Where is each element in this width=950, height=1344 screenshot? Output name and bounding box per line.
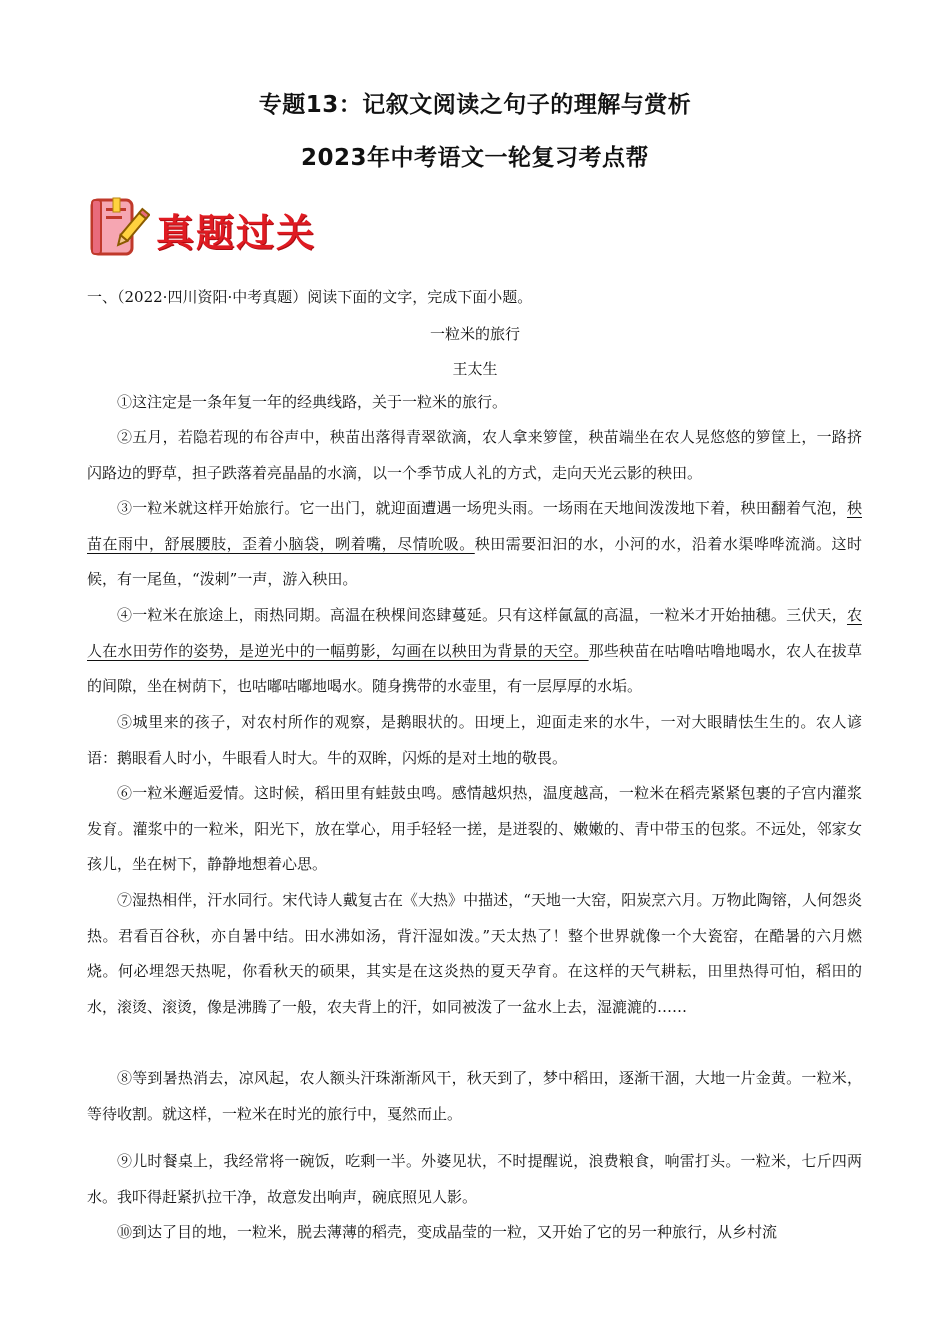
paragraph-5: ⑤城里来的孩子，对农村所作的观察，是鹅眼状的。田埂上，迎面走来的水牛，一对大眼睛怯生生的。农人谚语：鹅眼看人时小，牛眼看人时大。牛的双眸，闪烁的是对土地的敬畏。	[87, 713, 862, 767]
paragraph-8: ⑧等到暑热消去，凉风起，农人额头汗珠渐渐风干，秋天到了，梦中稻田，逐渐干涸，大地一片金黄。一粒米，等待收割。就这样，一粒米在时光的旅行中，戛然而止。	[87, 1069, 862, 1123]
question-heading: 一、（2022·四川资阳·中考真题）阅读下面的文字，完成下面小题。	[87, 288, 533, 306]
paragraph-7: ⑦湿热相伴，汗水同行。宋代诗人戴复古在《大热》中描述，“天地一大窑，阳炭烹六月。万物此陶镕，人何怨炎热。君看百谷秋，亦自暑中结。田水沸如汤，背汗湿如泼。”天太热了！整个世界就像一个大瓷窑，在酷暑的六月燃烧。何必埋怨天热呢，你看秋天的硕果，其实是在这炎热的夏天孕育。在这样的天气耕耘，田里热得可怕，稻田的水，滚烫、滚烫，像是沸腾了一般，农夫背上的汗，如同被泼了一盆水上去，湿漉漉的……	[87, 891, 862, 1016]
banner-label: 真题过关	[156, 210, 317, 255]
paragraph-3-text-b: 秧田需要汩汩的水，小河的水，沿着水渠哗哗流淌。这时候，有一尾鱼，“泼刺”一声，游入秧田。	[87, 534, 862, 589]
article-author: 王太生	[452, 360, 498, 378]
paragraph-10: ⑩到达了目的地，一粒米，脱去薄薄的稻壳，变成晶莹的一粒，又开始了它的另一种旅行，从乡村流	[117, 1223, 778, 1241]
article-title: 一粒米的旅行	[429, 325, 520, 343]
document-subtitle: 2023年中考语文一轮复习考点帮	[300, 145, 649, 171]
paragraph-2: ②五月，若隐若现的布谷声中，秧苗出落得青翠欲滴，农人拿来箩筐，秧苗端坐在农人晃悠悠的箩筐上，一路挤闪路边的野草，担子跌落着亮晶晶的水滴，以一个季节成人礼的方式，走向天光云影的秧田。	[87, 428, 862, 482]
paragraph-3-text-a: ③一粒米就这样开始旅行。它一出门，就迎面遭遇一场兜头雨。一场雨在天地间泼泼地下着，秧田翻着气泡，	[117, 499, 847, 517]
paragraph-1: ①这注定是一条年复一年的经典线路，关于一粒米的旅行。	[117, 393, 508, 411]
paragraph-4	[87, 598, 862, 705]
underlined-sentence-1: 秧苗在雨中，舒展腰肢，歪着小脑袋，咧着嘴，尽情吮吸。	[87, 499, 862, 553]
paragraph-3	[87, 491, 862, 598]
paragraph-6: ⑥一粒米邂逅爱情。这时候，稻田里有蛙鼓虫鸣。感情越炽热，温度越高，一粒米在稻壳紧紧包裹的子宫内灌浆发育。灌浆中的一粒米，阳光下，放在掌心，用手轻轻一搓，是迸裂的、嫩嫩的、青中带玉的包浆。不远处，邻家女孩儿，坐在树下，静静地想着心思。	[87, 784, 862, 874]
paragraph-9: ⑨儿时餐桌上，我经常将一碗饭，吃剩一半。外婆见状，不时提醒说，浪费粮食，响雷打头。一粒米，七斤四两水。我吓得赶紧扒拉干净，故意发出响声，碗底照见人影。	[87, 1152, 862, 1206]
paragraph-4-text-a: ④一粒米在旅途上，雨热同期。高温在秧棵间恣肆蔓延。只有这样氤氲的高温，一粒米才开始抽穗。三伏天，	[117, 606, 847, 624]
section-banner	[86, 196, 326, 258]
paragraph-4-text-b: 那些秧苗在咕噜咕噜地喝水，农人在拔草的间隙，坐在树荫下，也咕嘟咕嘟地喝水。随身携带的水壶里，有一层厚厚的水垢。	[87, 641, 862, 696]
notebook-pencil-icon	[86, 196, 150, 258]
document-title: 专题13：记叙文阅读之句子的理解与赏析	[258, 92, 692, 118]
underlined-sentence-2: 农人在水田劳作的姿势，是逆光中的一幅剪影，勾画在以秧田为背景的天空。	[87, 606, 862, 660]
